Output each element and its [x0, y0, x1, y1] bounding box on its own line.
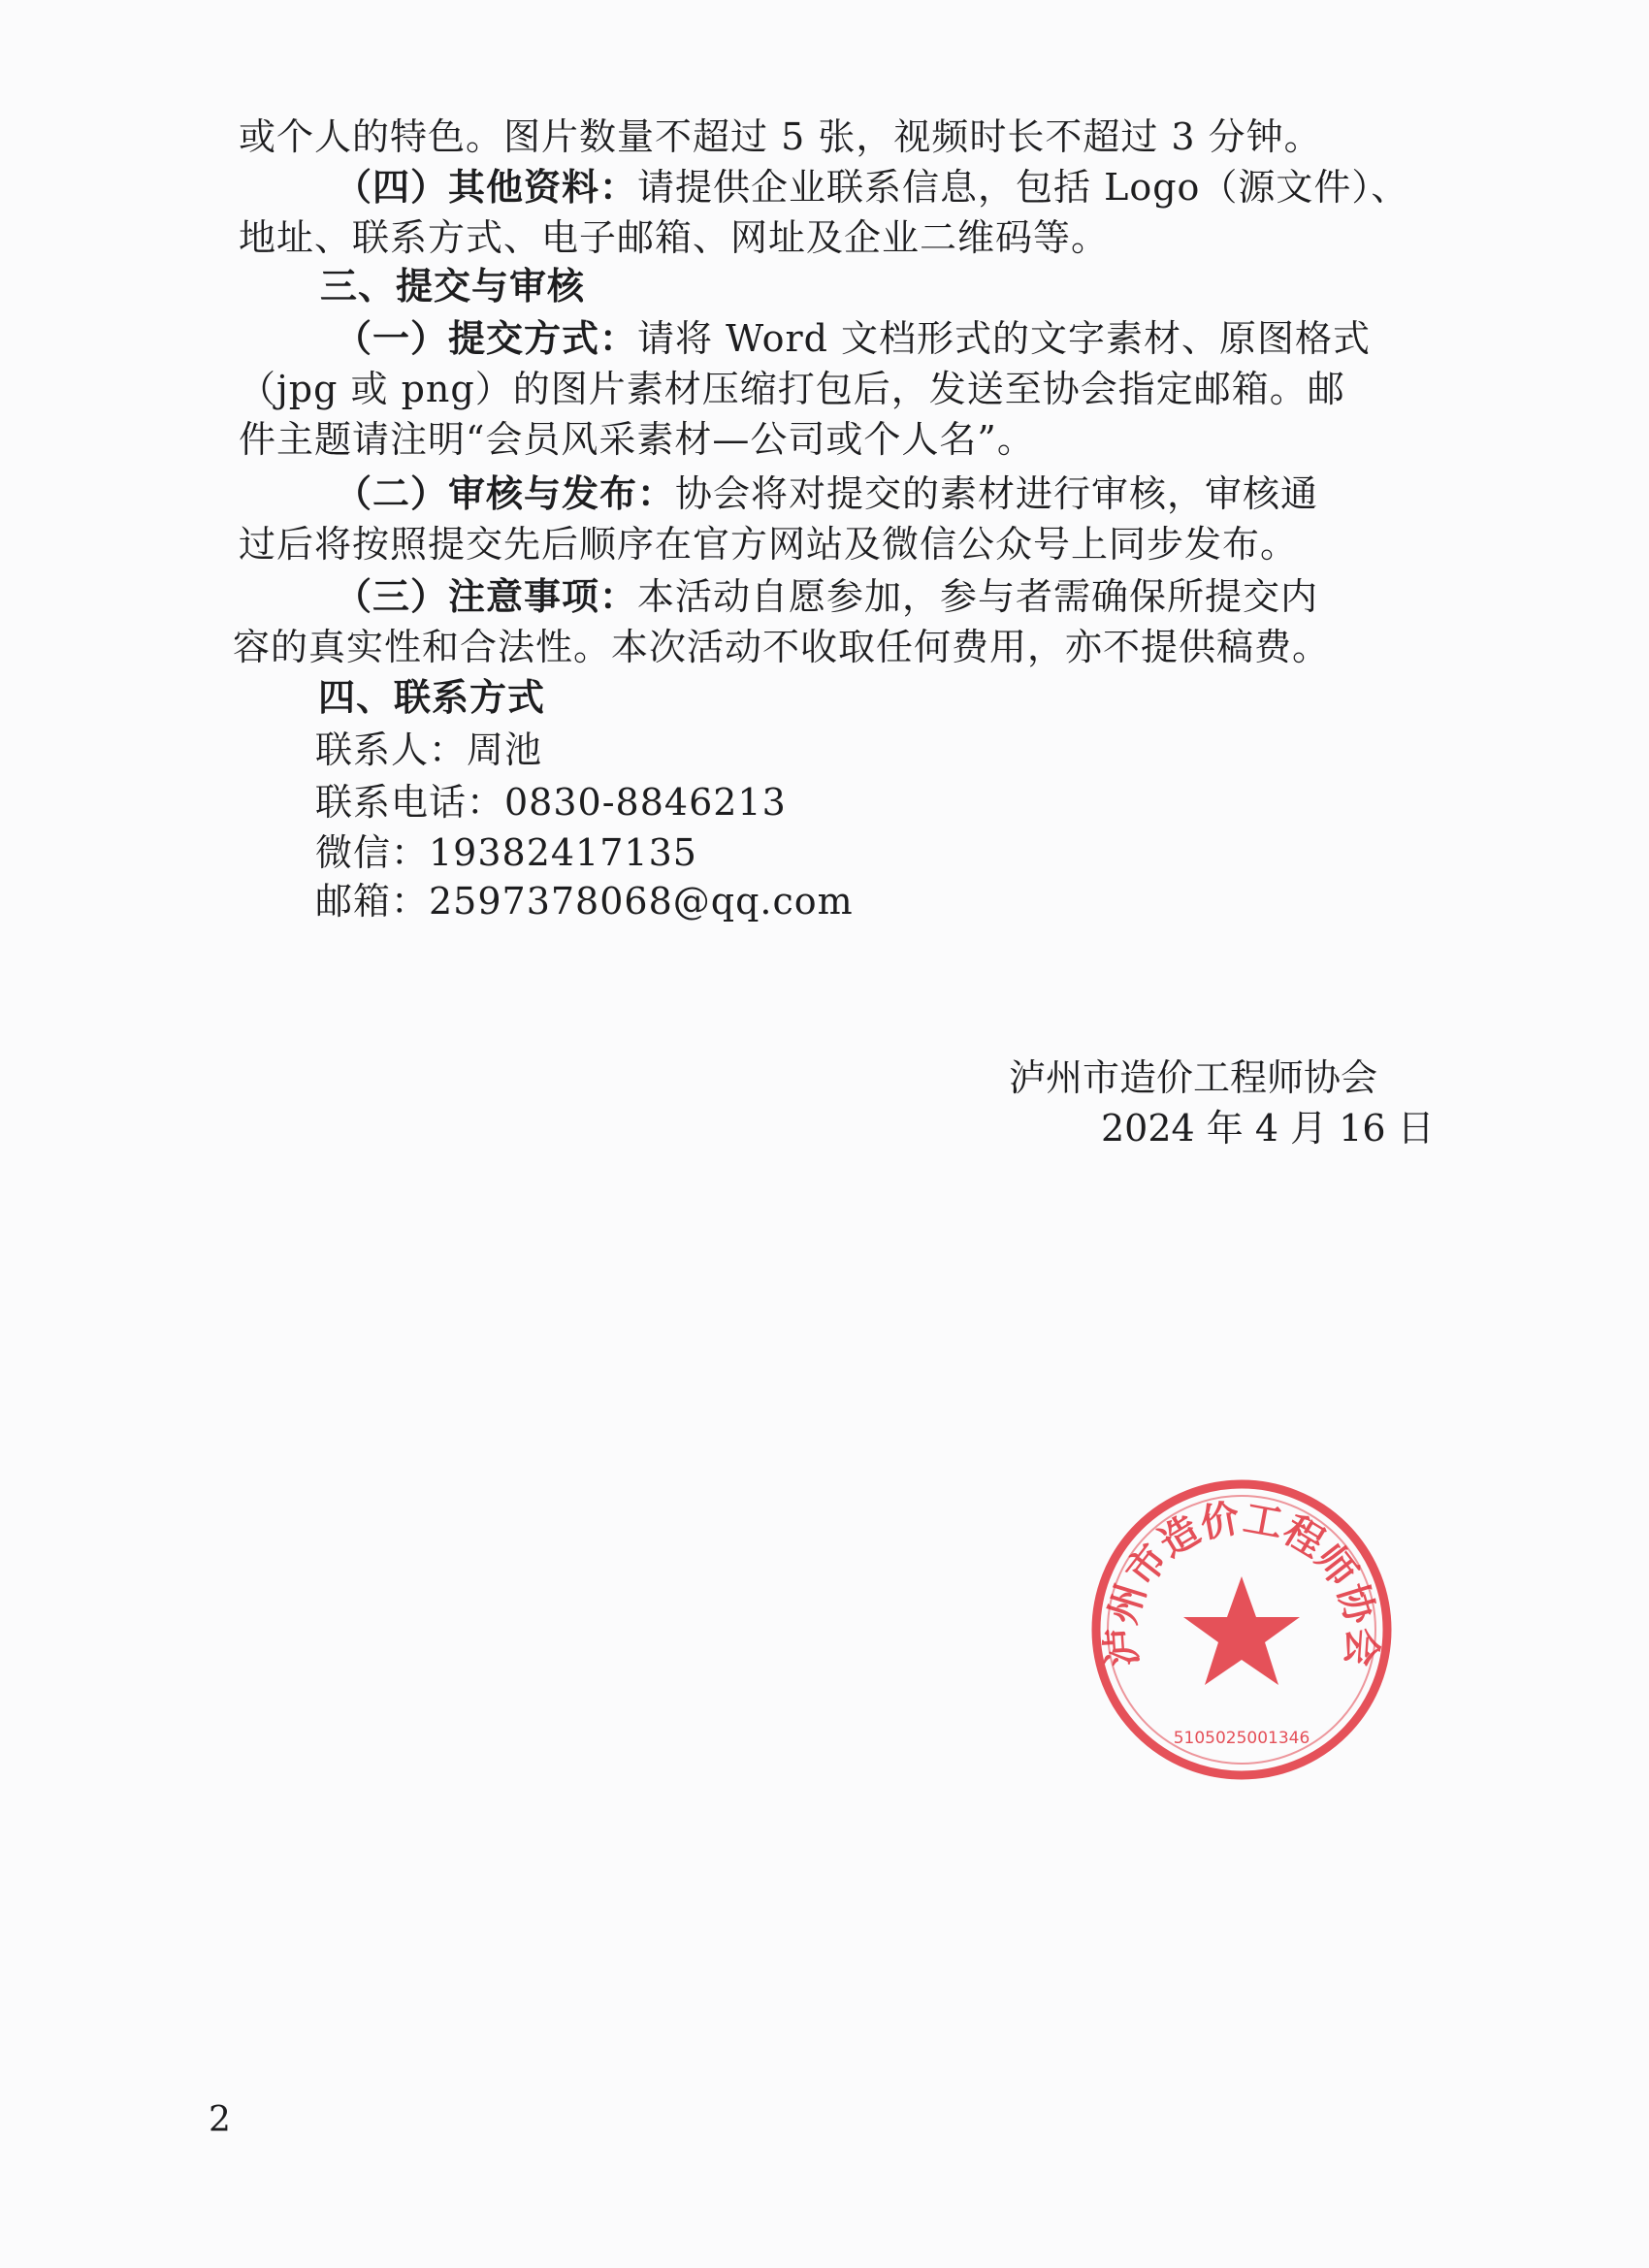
paragraph-line: 或个人的特色。图片数量不超过 5 张，视频时长不超过 3 分钟。 — [239, 115, 1322, 158]
contact-person: 联系人：周池 — [315, 729, 543, 771]
signature-organization: 泸州市造价工程师协会 — [1009, 1056, 1378, 1099]
signature-date: 2024 年 4 月 16 日 — [1101, 1107, 1435, 1150]
paragraph-text: 请将 Word 文档形式的文字素材、原图格式 — [637, 317, 1372, 360]
contact-email: 邮箱：2597378068@qq.com — [315, 880, 854, 923]
paragraph-line: 地址、联系方式、电子邮箱、网址及企业二维码等。 — [239, 216, 1110, 259]
paragraph-text: 协会将对提交的素材进行审核，审核通 — [675, 472, 1319, 515]
paragraph-other-materials — [335, 165, 1408, 210]
paragraph-text: 请提供企业联系信息，包括 Logo（源文件）、 — [637, 166, 1409, 209]
paragraph-line: 件主题请注明“会员风采素材—公司或个人名”。 — [239, 418, 1035, 461]
paragraph-line: （jpg 或 png）的图片素材压缩打包后，发送至协会指定邮箱。邮 — [239, 368, 1345, 410]
paragraph-line: 过后将按照提交先后顺序在官方网站及微信公众号上同步发布。 — [239, 523, 1299, 566]
contact-phone: 联系电话：0830-8846213 — [315, 781, 787, 824]
paragraph-lead: （一）提交方式： — [335, 316, 638, 360]
paragraph-submit-method — [335, 316, 1371, 361]
paragraph-text: 本活动自愿参加，参与者需确保所提交内 — [637, 575, 1319, 618]
svg-text:泸州市造价工程师协会: 泸州市造价工程师协会 — [1097, 1495, 1386, 1669]
section-heading-submit: 三、提交与审核 — [320, 265, 586, 308]
official-seal — [1082, 1470, 1402, 1790]
paragraph-notes — [335, 574, 1318, 619]
paragraph-line: 容的真实性和合法性。本次活动不收取任何费用，亦不提供稿费。 — [233, 626, 1331, 668]
paragraph-lead: （三）注意事项： — [335, 574, 638, 618]
svg-text:5105025001346: 5105025001346 — [1173, 1729, 1310, 1748]
paragraph-lead: （二）审核与发布： — [335, 471, 676, 515]
paragraph-review — [335, 471, 1318, 516]
contact-wechat: 微信：19382417135 — [315, 831, 697, 874]
page-number: 2 — [209, 2100, 231, 2140]
paragraph-lead: （四）其他资料： — [335, 165, 638, 209]
section-heading-contact: 四、联系方式 — [318, 676, 546, 719]
